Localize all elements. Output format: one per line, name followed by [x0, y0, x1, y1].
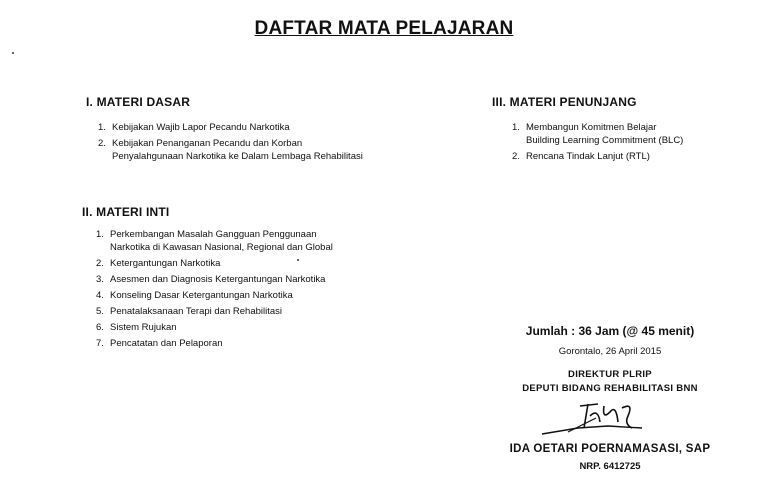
materi-inti-list [96, 228, 386, 353]
list-item-number: 1. [98, 122, 106, 133]
materi-penunjang-item [512, 150, 712, 163]
list-item-number: 3. [96, 274, 104, 285]
page-title: DAFTAR MATA PELAJARAN [254, 18, 514, 39]
list-item-line: Konseling Dasar Ketergantungan Narkotika [110, 290, 293, 301]
list-item-line: Penatalaksanaan Terapi dan Rehabilitasi [110, 306, 283, 317]
list-item-text [112, 121, 398, 134]
section-heading-materi-inti: II. MATERI INTI [82, 205, 170, 219]
materi-dasar-item [98, 137, 398, 163]
section-heading-materi-penunjang: III. MATERI PENUNJANG [492, 95, 637, 109]
list-item-number: 2. [512, 151, 520, 162]
list-item-line: Kebijakan Wajib Lapor Pecandu Narkotika [112, 122, 290, 133]
list-item-line: Ketergantungan Narkotika [110, 258, 221, 269]
list-item-number: 5. [96, 306, 104, 317]
signatory-name: IDA OETARI POERNAMASASI, SAP [509, 443, 711, 455]
list-item-text [110, 257, 386, 270]
position-title-director: DIREKTUR PLRIP [568, 369, 652, 380]
materi-inti-item [96, 257, 386, 270]
list-item-line: Sistem Rujukan [110, 322, 177, 333]
total-hours: Jumlah : 36 Jam (@ 45 menit) [525, 324, 695, 338]
scan-speck [12, 52, 14, 54]
list-item-text [110, 273, 386, 286]
list-item-line: Rencana Tindak Lanjut (RTL) [526, 151, 650, 162]
materi-penunjang-item [512, 121, 712, 147]
list-item-number: 2. [96, 258, 104, 269]
materi-dasar-item [98, 121, 398, 134]
list-item-text [110, 337, 386, 350]
materi-inti-item [96, 337, 386, 350]
list-item-text [110, 228, 386, 254]
position-title-deputy: DEPUTI BIDANG REHABILITASI BNN [522, 383, 698, 394]
list-item-text [110, 305, 386, 318]
materi-penunjang-list [512, 121, 712, 166]
list-item-text [112, 137, 398, 163]
handwritten-signature [538, 398, 648, 438]
list-item-number: 6. [96, 322, 104, 333]
materi-inti-item [96, 321, 386, 334]
materi-inti-item [96, 289, 386, 302]
list-item-line: Penyalahgunaan Narkotika ke Dalam Lembaga Rehabilitasi [112, 151, 363, 162]
signatory-nrp: NRP. 6412725 [579, 461, 641, 472]
materi-inti-item [96, 273, 386, 286]
list-item-text [526, 150, 712, 163]
list-item-line: Building Learning Commitment (BLC) [526, 135, 684, 146]
materi-dasar-list [98, 121, 398, 166]
list-item-number: 7. [96, 338, 104, 349]
list-item-text [526, 121, 712, 147]
list-item-number: 1. [96, 229, 104, 240]
scan-speck [297, 259, 299, 261]
place-date: Gorontalo, 26 April 2015 [558, 346, 662, 357]
list-item-line: Asesmen dan Diagnosis Ketergantungan Narkotika [110, 274, 326, 285]
list-item-line: Perkembangan Masalah Gangguan Penggunaan [110, 229, 317, 240]
list-item-line: Narkotika di Kawasan Nasional, Regional dan Global [110, 242, 333, 253]
list-item-number: 1. [512, 122, 520, 133]
list-item-line: Kebijakan Penanganan Pecandu dan Korban [112, 138, 303, 149]
list-item-line: Membangun Komitmen Belajar [526, 122, 657, 133]
materi-inti-item [96, 305, 386, 318]
section-heading-materi-dasar: I. MATERI DASAR [86, 95, 191, 109]
signature-block [480, 324, 740, 394]
list-item-text [110, 289, 386, 302]
list-item-line: Pencatatan dan Pelaporan [110, 338, 223, 349]
materi-inti-item [96, 228, 386, 254]
list-item-text [110, 321, 386, 334]
list-item-number: 2. [98, 138, 106, 149]
list-item-number: 4. [96, 290, 104, 301]
